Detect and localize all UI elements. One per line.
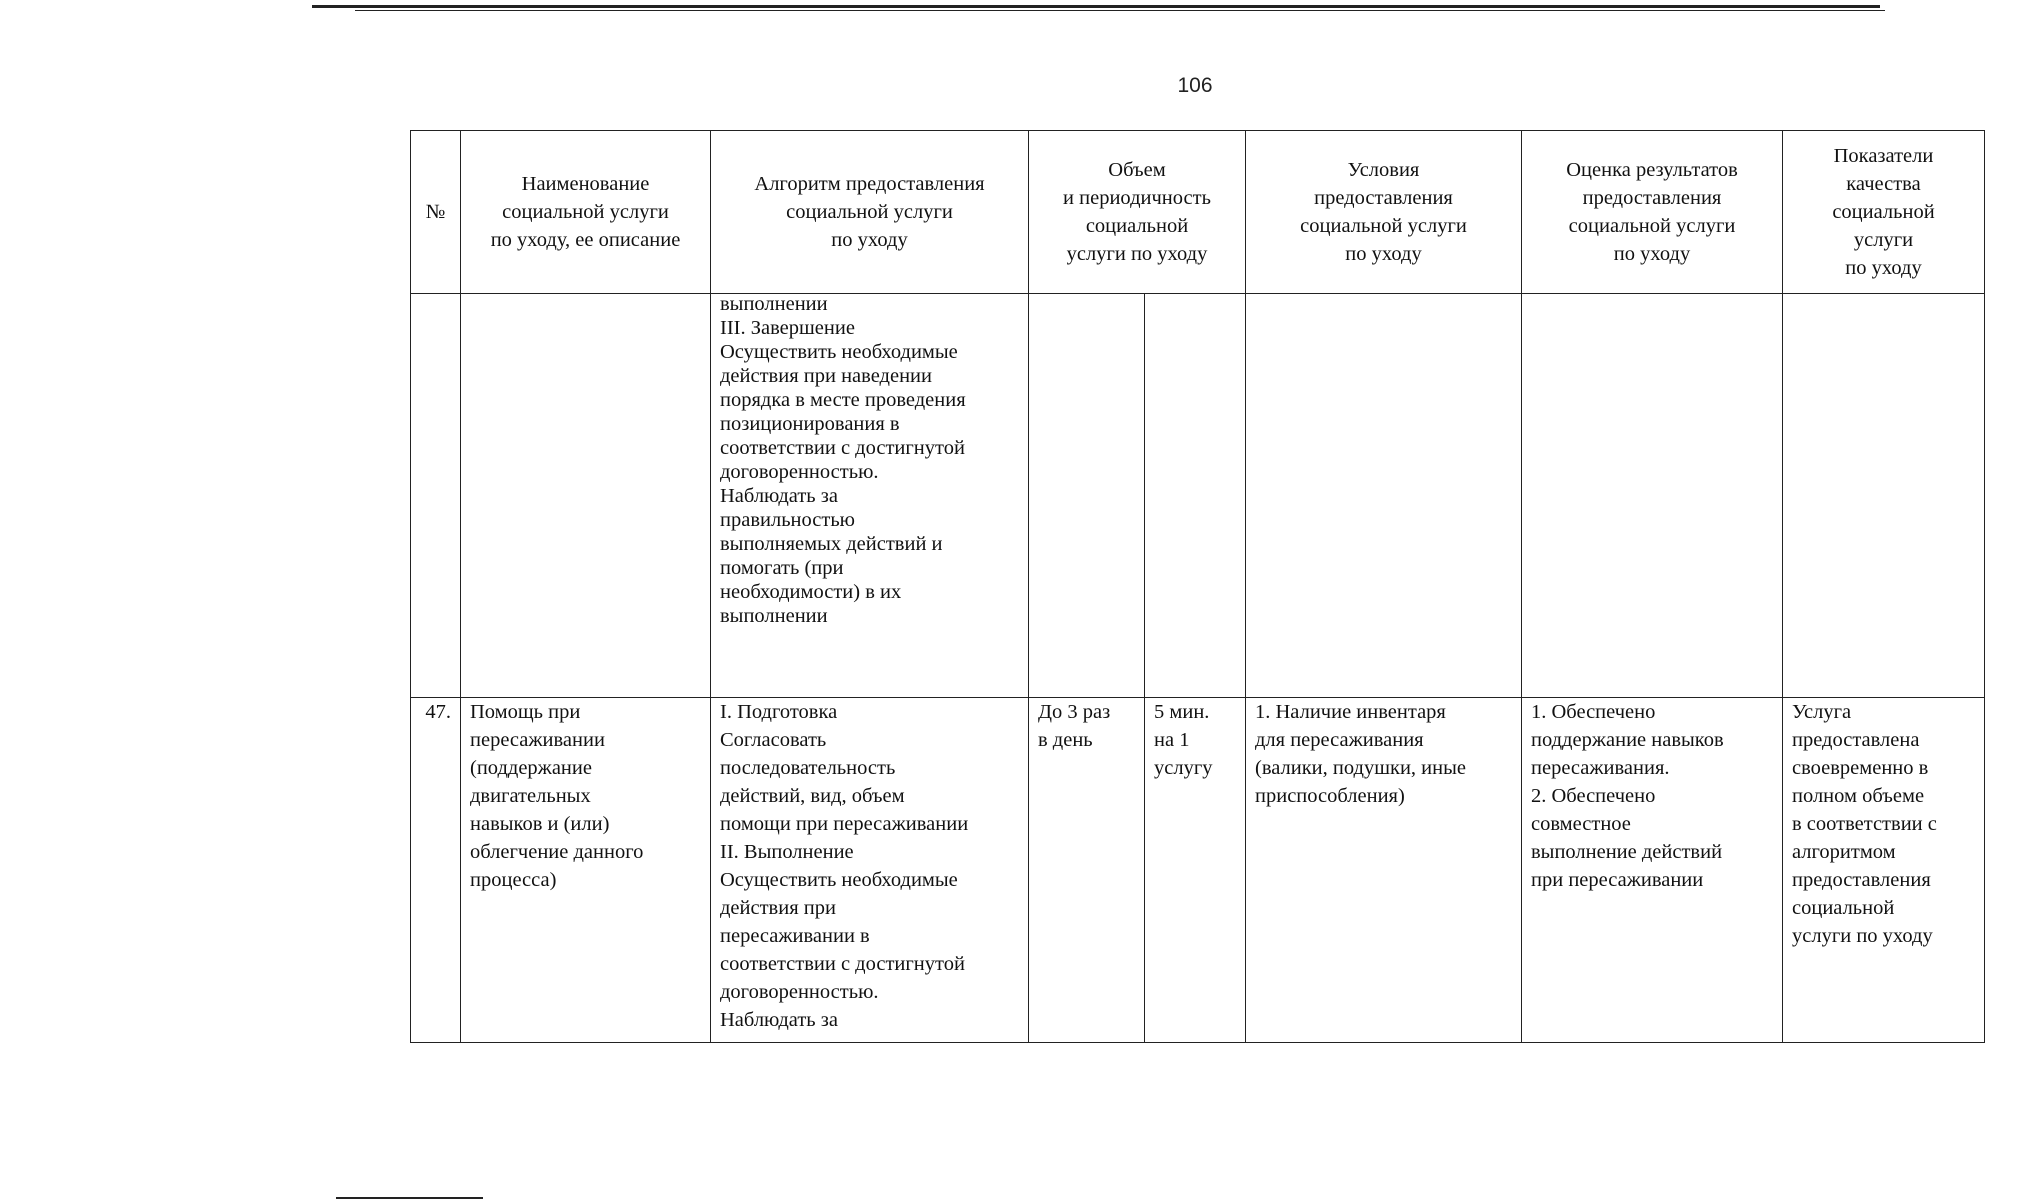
text-line: услуги: [1853, 229, 1914, 251]
text-line: социальной услуги: [1568, 215, 1736, 237]
top-rule-secondary: [355, 10, 1885, 11]
text-line: выполнение действий: [1531, 841, 1723, 863]
text-line: приспособления): [1255, 785, 1405, 807]
cell-volume: [1029, 698, 1145, 1043]
text-line: услуги по уходу: [1066, 243, 1208, 265]
cell-periodicity: [1145, 294, 1246, 698]
cell-indicators: [1783, 294, 1985, 698]
text-line: Наблюдать за: [720, 1009, 838, 1031]
text-line: и периодичность: [1063, 187, 1211, 209]
cell-evaluation: [1522, 294, 1783, 698]
cell-num: 47.: [411, 698, 461, 1043]
text-line: для пересаживания: [1255, 729, 1424, 751]
text-line: До 3 раз: [1038, 701, 1111, 723]
text-line: Объем: [1108, 159, 1166, 181]
cell-conditions: [1246, 294, 1522, 698]
text-line: помогать (при: [720, 557, 844, 579]
header-indicators: [1783, 131, 1985, 294]
text-line: 1. Обеспечено: [1531, 701, 1656, 723]
header-algorithm: [711, 131, 1029, 294]
text-line: предоставления: [1314, 187, 1453, 209]
text-line: поддержание навыков: [1531, 729, 1724, 751]
text-line: по уходу: [1345, 243, 1422, 265]
text-line: необходимости) в их: [720, 581, 902, 603]
text-line: по уходу: [831, 229, 908, 251]
text-line: в соответствии с: [1792, 813, 1937, 835]
text-line: пересаживании: [470, 729, 605, 751]
text-line: пересаживании в: [720, 925, 870, 947]
text-line: по уходу: [1613, 243, 1691, 265]
text-line: Осуществить необходимые: [720, 341, 958, 363]
header-name: [461, 131, 711, 294]
text-line: предоставления: [1792, 869, 1931, 891]
text-line: предоставлена: [1792, 729, 1920, 751]
cell-algorithm: [711, 294, 1029, 698]
text-line: алгоритмом: [1792, 841, 1896, 863]
text-line: социальной: [1085, 215, 1189, 237]
text-line: действия при: [720, 897, 836, 919]
text-line: 1. Наличие инвентаря: [1255, 701, 1446, 723]
text-line: соответствии с достигнутой: [720, 437, 965, 459]
text-line: выполняемых действий и: [720, 533, 943, 555]
text-line: (поддержание: [470, 757, 592, 779]
text-line: предоставления: [1582, 187, 1722, 209]
text-line: II. Выполнение: [720, 841, 854, 863]
cell-indicators: [1783, 698, 1985, 1043]
cell-volume: [1029, 294, 1145, 698]
top-rule: [312, 5, 1880, 8]
footnote-rule: [336, 1197, 483, 1199]
text-line: пересаживания.: [1531, 757, 1670, 779]
text-line: (валики, подушки, иные: [1255, 757, 1466, 779]
text-line: выполнении: [720, 605, 828, 627]
text-line: на 1: [1154, 729, 1190, 751]
text-line: договоренностью.: [720, 981, 879, 1003]
text-line: договоренностью.: [720, 461, 879, 483]
text-line: по уходу: [1845, 257, 1922, 279]
text-line: действия при наведении: [720, 365, 932, 387]
text-line: при пересаживании: [1531, 869, 1704, 891]
text-line: Условия: [1347, 159, 1420, 181]
text-line: Согласовать: [720, 729, 827, 751]
header-num: №: [411, 131, 461, 294]
cell-name: [461, 294, 711, 698]
text-line: Оценка результатов: [1566, 159, 1738, 181]
text-line: Наблюдать за: [720, 485, 838, 507]
text-line: Услуга: [1792, 701, 1852, 723]
text-line: навыков и (или): [470, 813, 610, 835]
text-line: качества: [1846, 173, 1921, 195]
text-line: своевременно в: [1792, 757, 1929, 779]
text-line: помощи при пересаживании: [720, 813, 969, 835]
text-line: III. Завершение: [720, 317, 855, 339]
services-table: [410, 130, 1985, 1043]
text-line: последовательность: [720, 757, 896, 779]
text-line: выполнении: [720, 293, 828, 315]
text-line: по уходу, ее описание: [490, 229, 681, 251]
text-line: в день: [1038, 729, 1093, 751]
text-line: порядка в месте проведения: [720, 389, 966, 411]
text-line: Алгоритм предоставления: [754, 173, 985, 195]
text-line: облегчение данного: [470, 841, 644, 863]
text-line: действий, вид, объем: [720, 785, 905, 807]
text-line: позиционирования в: [720, 413, 900, 435]
cell-periodicity: [1145, 698, 1246, 1043]
table-row-47: [411, 698, 1985, 1043]
text-line: I. Подготовка: [720, 701, 838, 723]
text-line: услугу: [1154, 757, 1213, 779]
text-line: соответствии с достигнутой: [720, 953, 965, 975]
text-line: двигательных: [470, 785, 591, 807]
text-line: социальной услуги: [1300, 215, 1467, 237]
text-line: 2. Обеспечено: [1531, 785, 1656, 807]
header-conditions: [1246, 131, 1522, 294]
text-line: Помощь при: [470, 701, 581, 723]
text-line: совместное: [1531, 813, 1631, 835]
text-line: услуги по уходу: [1792, 925, 1933, 947]
header-evaluation: [1522, 131, 1783, 294]
table-row-continuation: [411, 294, 1985, 698]
text-line: Показатели: [1833, 145, 1934, 167]
cell-conditions: [1246, 698, 1522, 1043]
header-volume: [1029, 131, 1246, 294]
cell-name: [461, 698, 711, 1043]
cell-evaluation: [1522, 698, 1783, 1043]
table-header-row: [411, 131, 1985, 294]
cell-num: [411, 294, 461, 698]
page-number: 106: [1177, 74, 1213, 97]
text-line: Наименование: [521, 173, 650, 195]
text-line: Осуществить необходимые: [720, 869, 958, 891]
text-line: социальной: [1832, 201, 1935, 223]
text-line: полном объеме: [1792, 785, 1925, 807]
cell-algorithm: [711, 698, 1029, 1043]
text-line: 5 мин.: [1154, 701, 1210, 723]
text-line: процесса): [470, 869, 557, 891]
text-line: социальной услуги: [502, 201, 669, 223]
text-line: социальной услуги: [786, 201, 953, 223]
text-line: социальной: [1792, 897, 1895, 919]
text-line: правильностью: [720, 509, 856, 531]
